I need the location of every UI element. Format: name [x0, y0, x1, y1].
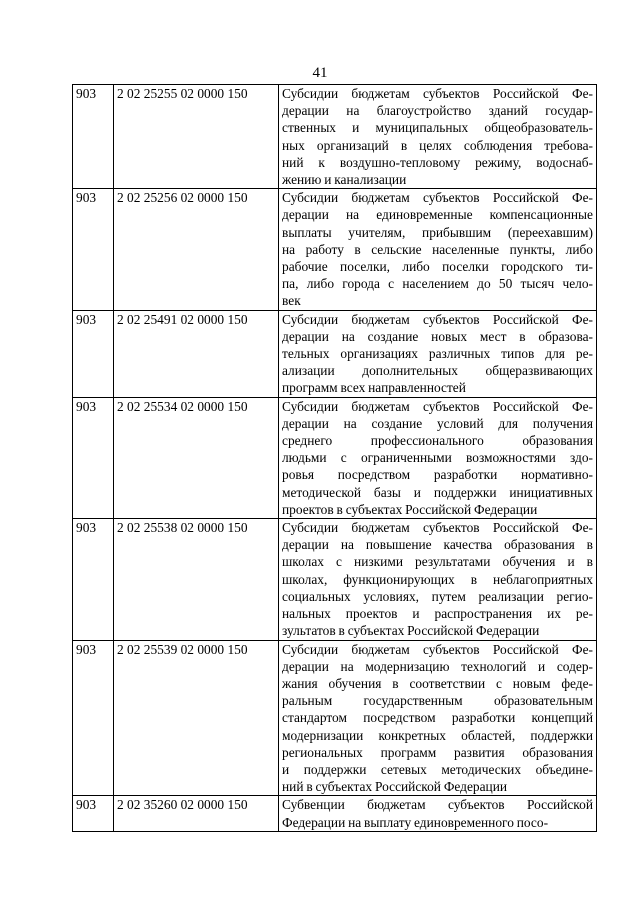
budget-code-cell: 2 02 25538 02 0000 150	[114, 519, 279, 640]
description-line: зультатов в субъектах Российской Федерации	[282, 623, 540, 639]
description-cell	[279, 640, 597, 796]
description-cell	[279, 397, 597, 518]
budget-code-cell: 2 02 25255 02 0000 150	[114, 85, 279, 189]
table-row	[73, 640, 597, 796]
description-cell	[279, 189, 597, 310]
page-number: 41	[312, 65, 328, 81]
description-line: дерации на повышение качества образования в	[282, 537, 593, 553]
budget-code-cell: 2 02 35260 02 0000 150	[114, 796, 279, 831]
table-body	[73, 85, 597, 832]
description-line: Субсидии бюджетам субъектов Российской Фе-	[282, 520, 593, 536]
description-line: па, либо города с населением до 50 тысяч чело-	[282, 276, 593, 292]
description-line: выплаты учителям, прибывшим (переехавшим)	[282, 224, 593, 240]
description-cell	[279, 796, 597, 831]
description-line: тельных организациях различных типов для ре-	[282, 346, 593, 362]
description-line: дерации на модернизацию технологий и содер-	[282, 658, 593, 674]
description-line: Субсидии бюджетам субъектов Российской Фе-	[282, 398, 593, 414]
description-line: методической базы и поддержки инициативных	[282, 484, 593, 500]
budget-code-cell: 2 02 25256 02 0000 150	[114, 189, 279, 310]
description-line: нальных проектов и распространения их ре-	[282, 606, 593, 622]
description-line: ральным государственным образовательным	[282, 693, 593, 709]
description-line: век	[282, 293, 301, 309]
admin-code-cell: 903	[73, 796, 114, 831]
description-line: дерации на благоустройство зданий государ-	[282, 103, 593, 119]
description-line: рабочие поселки, либо поселки городского ти-	[282, 259, 593, 275]
table-row	[73, 85, 597, 189]
budget-classification-table	[72, 84, 597, 832]
description-line: и поддержки сетевых методических объедине-	[282, 761, 593, 777]
description-line: среднего профессионального образования	[282, 433, 593, 449]
table-row	[73, 189, 597, 310]
description-line: ний к воздушно-тепловому режиму, водоснаб-	[282, 154, 593, 170]
description-line: ализации дополнительных общеразвивающих	[282, 363, 593, 379]
description-line: на работу в сельские населенные пункты, либо	[282, 241, 593, 257]
description-line: дерации на создание условий для получения	[282, 415, 593, 431]
description-line: Субсидии бюджетам субъектов Российской Фе-	[282, 190, 593, 206]
description-line: проектов в субъектах Российской Федерации	[282, 501, 538, 517]
description-line: Субсидии бюджетам субъектов Российской Фе-	[282, 86, 593, 101]
description-line: ний в субъектах Российской Федерации	[282, 779, 508, 795]
description-line: ровья посредством разработки нормативно-	[282, 467, 593, 483]
description-cell	[279, 519, 597, 640]
description-line: программ всех направленностей	[282, 380, 466, 396]
description-cell	[279, 85, 597, 189]
description-line: стандартом посредством разработки концепций	[282, 710, 593, 726]
description-line: школах, функционирующих в неблагоприятных	[282, 571, 593, 587]
description-line: региональных программ развития образования	[282, 744, 593, 760]
table-row	[73, 397, 597, 518]
description-line: жания обучения в соответствии с новым феде-	[282, 675, 593, 691]
description-line: дерации на создание новых мест в образова-	[282, 328, 593, 344]
description-line: дерации на единовременные компенсационные	[282, 207, 593, 223]
description-line: социальных условиях, путем реализации регио-	[282, 588, 593, 604]
description-line: Федерации на выплату единовременного посо-	[282, 814, 549, 830]
admin-code-cell: 903	[73, 640, 114, 796]
description-line: Субвенции бюджетам субъектов Российской	[282, 797, 593, 813]
description-line: модернизации конкретных областей, поддержки	[282, 727, 593, 743]
description-line: школах с низкими результатами обучения и в	[282, 554, 593, 570]
description-line: Субсидии бюджетам субъектов Российской Фе-	[282, 311, 593, 327]
table-row	[73, 310, 597, 397]
table-row	[73, 796, 597, 831]
description-line: ных организаций в целях соблюдения требова-	[282, 137, 593, 153]
admin-code-cell: 903	[73, 85, 114, 189]
description-line: людьми с ограниченными возможностями здо-	[282, 450, 593, 466]
budget-code-cell: 2 02 25491 02 0000 150	[114, 310, 279, 397]
description-line: жению и канализации	[282, 172, 407, 188]
description-line: Субсидии бюджетам субъектов Российской Фе-	[282, 641, 593, 657]
admin-code-cell: 903	[73, 519, 114, 640]
description-cell	[279, 310, 597, 397]
admin-code-cell: 903	[73, 310, 114, 397]
admin-code-cell: 903	[73, 189, 114, 310]
admin-code-cell: 903	[73, 397, 114, 518]
budget-code-cell: 2 02 25539 02 0000 150	[114, 640, 279, 796]
budget-code-cell: 2 02 25534 02 0000 150	[114, 397, 279, 518]
table-row	[73, 519, 597, 640]
description-line: ственных и муниципальных общеобразователь-	[282, 120, 593, 136]
